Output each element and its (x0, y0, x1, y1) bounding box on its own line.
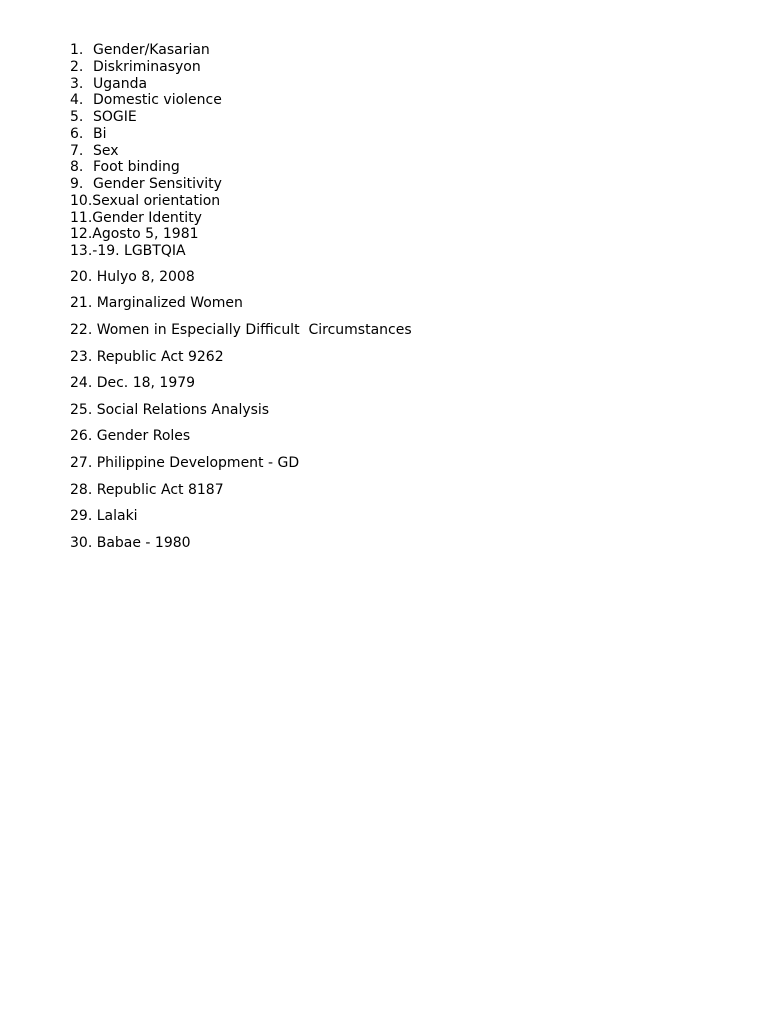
list-item (70, 226, 670, 243)
paragraph-item: 27. Philippine Development - GD (70, 454, 300, 471)
paragraph-item: 21. Marginalized Women (70, 295, 243, 312)
item-text: -19. LGBTQIA (92, 243, 186, 259)
item-number: 10. (70, 192, 93, 209)
item-number: 3. (70, 75, 84, 92)
item-number: 8. (70, 159, 84, 176)
paragraph-item: 30. Babae - 1980 (70, 534, 191, 551)
item-number: 12. (70, 226, 93, 243)
item-number: 2. (70, 58, 84, 75)
item-text: SOGIE (93, 109, 137, 125)
item-text: Gender Identity (92, 209, 202, 226)
item-number: 6. (70, 125, 84, 142)
paragraph-item: 26. Gender Roles (70, 428, 191, 445)
item-text: Diskriminasyon (93, 58, 201, 75)
item-text: Sex (93, 142, 119, 159)
item-number: 9. (70, 176, 84, 192)
list-item (70, 159, 670, 176)
item-number: 11. (70, 209, 93, 226)
paragraph-list (70, 269, 670, 562)
item-text: Sexual orientation (92, 192, 221, 209)
list-item (70, 243, 670, 260)
list-item (70, 126, 670, 143)
paragraph-item: 22. Women in Especially Difficult Circumstances (70, 321, 412, 338)
item-text: Domestic violence (93, 92, 222, 109)
item-text: Gender Sensitivity (93, 176, 222, 192)
list-item (70, 76, 670, 93)
paragraph-item: 24. Dec. 18, 1979 (70, 375, 196, 392)
paragraph-item: 28. Republic Act 8187 (70, 481, 224, 498)
item-number: 4. (70, 92, 84, 109)
item-number: 13. (70, 243, 93, 259)
list-item (70, 59, 670, 76)
list-item (70, 210, 670, 227)
item-text: Uganda (93, 75, 148, 92)
answer-list (70, 42, 670, 561)
paragraph-item: 25. Social Relations Analysis (70, 401, 270, 418)
item-text: Foot binding (93, 159, 180, 176)
item-number: 1. (70, 42, 84, 58)
list-item (70, 109, 670, 126)
paragraph-item: 23. Republic Act 9262 (70, 348, 224, 365)
paragraph-item: 29. Lalaki (70, 508, 138, 525)
list-item (70, 42, 670, 59)
list-item (70, 176, 670, 193)
item-number: 5. (70, 109, 84, 125)
list-item (70, 193, 670, 210)
item-number: 7. (70, 142, 84, 159)
list-item (70, 92, 670, 109)
numbered-list (70, 42, 670, 260)
item-text: Gender/Kasarian (93, 42, 210, 58)
item-text: Bi (93, 125, 107, 142)
item-text: Agosto 5, 1981 (92, 226, 199, 243)
paragraph-item: 20. Hulyo 8, 2008 (70, 268, 195, 285)
list-item (70, 143, 670, 160)
